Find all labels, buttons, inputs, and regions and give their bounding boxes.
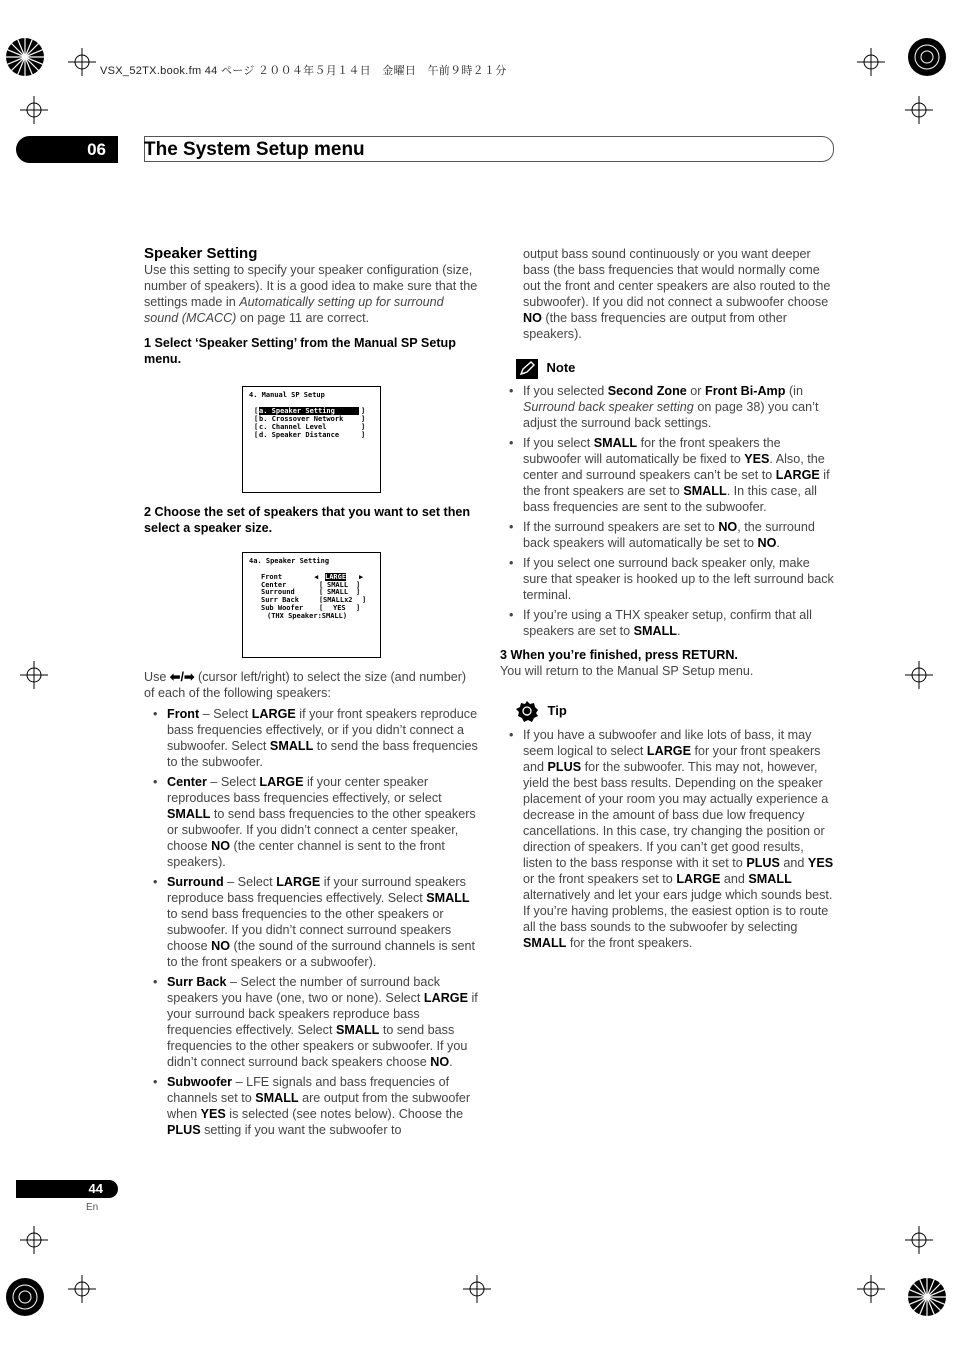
emphasis-text: NO [211,839,230,853]
osd-row-value: SMALL [327,581,349,589]
body-text: if your surround back speakers reproduce bass frequencies effectively. Select [167,991,478,1037]
registration-mark-icon [3,1275,47,1319]
body-text: if your center speaker reproduces bass frequencies effectively, or select [167,775,442,805]
intro-paragraph: Use this setting to specify your speaker configuration (size, number of speakers). It is a good idea to make sure that the settings made in Automatically setting up for surround sound (MCACC) on page 11 are correct. [144,263,478,325]
osd-row-value: YES [333,604,346,612]
emphasis-text: NO [211,939,230,953]
body-text: to send the bass frequencies to the subwoofer. [167,739,478,769]
body-text: – Select [223,875,277,889]
crosshair-icon [857,48,885,76]
note-item [500,435,834,515]
body-text: to send bass frequencies to the other speakers or subwoofer. If you didn’t connect surround back speakers choose [167,1023,468,1069]
registration-mark-icon [3,35,47,79]
step-2: 2 Choose the set of speakers that you want to set then select a speaker size. [144,505,471,535]
tip-list [500,727,834,951]
osd-speaker-setting: 4a. Speaker Setting Front Center Surround Surr Back Sub Woofer ◀ ▶ [ ] [ ] [ ] [ ] LARGE SMALL SMALL SMALLx2 YES (THX Speaker:SMALL) [242,552,381,658]
body-text: on page 38) you can’t adjust the surround back settings. [523,400,819,430]
emphasis-text: PLUS [167,1123,201,1137]
note-item [500,383,834,431]
osd-row-value: SMALLx2 [323,596,353,604]
body-text: for your front speakers and [523,744,821,774]
registration-mark-icon [905,1275,949,1319]
note-item [500,555,834,603]
emphasis-text: YES [200,1107,226,1121]
chapter-title: The System Setup menu [144,136,834,162]
speaker-bullet [144,874,478,970]
emphasis-text: Front Bi-Amp [705,384,786,398]
emphasis-text: SMALL [748,872,792,886]
bullet-term: Surround [167,875,224,889]
speaker-bullet [144,974,478,1070]
emphasis-text: PLUS [547,760,582,774]
body-text: to send bass frequencies to the other speakers or subwoofer. If you didn’t connect a center speaker, choose [167,807,476,853]
osd-footer: (THX Speaker:SMALL) [267,612,348,620]
file-tag: VSX_52TX.book.fm 44 ページ ２００４年５月１４日 金曜日 午前９時２１分 [100,65,507,77]
note-item [500,519,834,551]
bullet-term: Front [167,707,200,721]
emphasis-text: SMALL [167,807,211,821]
body-text: if your front speakers reproduce bass frequencies effectively, or if you didn’t connect a subwoofer. Select [167,707,478,753]
step-3-text: You will return to the Manual SP Setup menu. [500,664,754,678]
use-paragraph: Use ⬅/➡ (cursor left/right) to select the size (and number) of each of the following speakers: [144,670,467,700]
emphasis-text: LARGE [423,991,468,1005]
body-text: If you have a subwoofer and like lots of bass, it may seem logical to select [523,728,812,758]
body-text: alternatively and let your ears judge which sounds best. If you’re having problems, the easiest option is to route all the bass sounds to the subwoofer by selecting [523,888,833,934]
crosshair-icon [20,1226,48,1254]
crosshair-icon [905,1226,933,1254]
emphasis-text: LARGE [276,875,321,889]
body-text: is selected (see notes below). Choose the [225,1107,464,1121]
body-text: . In this case, all bass frequencies are sent to the subwoofer. [523,484,817,514]
emphasis-text: NO [757,536,777,550]
speaker-bullets [144,706,478,1138]
emphasis-text: YES [807,856,834,870]
emphasis-text: SMALL [593,436,638,450]
osd-title: 4. Manual SP Setup [249,391,325,399]
body-text: for the subwoofer. This may not, however, yield the best bass results. Depending on the speaker placement of your room you may actually experience a decrease in the amount of bass due low frequency cancellations. In this case, try changing the position or direction of speakers. If you can’t get good results, listen to the bass response with it set to [523,760,829,870]
body-text: If you select one surround back speaker only, make sure that speaker is hooked up to the left surround back terminal. [523,556,834,602]
emphasis-text: Second Zone [607,384,687,398]
emphasis-text: LARGE [676,872,721,886]
left-column-lower [144,669,478,1142]
emphasis-text: YES [744,452,770,466]
note-list [500,383,834,639]
emphasis-text: NO [718,520,738,534]
emphasis-text: SMALL [426,891,470,905]
body-text: If the surround speakers are set to [523,520,719,534]
emphasis-text: LARGE [259,775,304,789]
emphasis-text: NO [430,1055,450,1069]
body-text: – Select [206,775,260,789]
note-header [500,359,834,379]
body-text: . [776,536,780,550]
emphasis-text: SMALL [255,1091,299,1105]
body-text: if the front speakers are set to [523,468,830,498]
osd-row-value: SMALL [327,588,349,596]
note-pencil-icon [516,359,538,379]
emphasis-text: SMALL [523,936,567,950]
emphasis-text: LARGE [646,744,691,758]
note-title: Note [546,360,576,376]
body-text: and [779,856,808,870]
emphasis-text: Surround back speaker setting [523,400,694,414]
page-number: 44 [16,1180,118,1198]
body-text: setting if you want the subwoofer to [200,1123,402,1137]
body-text: or [686,384,705,398]
crosshair-icon [20,661,48,689]
emphasis-text: SMALL [335,1023,380,1037]
tip-header [500,701,834,723]
osd-item: d. Speaker Distance [259,431,340,439]
crosshair-icon [68,1275,96,1303]
speaker-bullet [144,1074,478,1138]
body-text: for the front speakers the subwoofer will automatically be fixed to [523,436,781,466]
tip-title: Tip [547,703,567,719]
left-column [144,246,478,367]
osd-manual-sp-setup: 4. Manual SP Setup [ ] [ ] [ ] [ ] a. Speaker Setting b. Crossover Network c. Channel Level d. Speaker Distance [242,386,381,493]
osd-row-label: Center [261,581,287,589]
osd-row-label: Surr Back [261,596,299,604]
body-text: – Select the number of surround back speakers you have (one, two or none). Select [167,975,441,1005]
step-1: 1 Select ‘Speaker Setting’ from the Manual SP Setup menu. [144,336,456,366]
crosshair-icon [905,661,933,689]
section-heading: Speaker Setting [144,245,258,262]
body-text: , the surround back speakers will automatically be set to [523,520,815,550]
body-text: (the bass frequencies are output from other speakers). [523,311,787,341]
osd-row-label: Surround [261,588,295,596]
speaker-bullet [144,706,478,770]
body-text: . Also, the center and surround speakers can’t be set to [523,452,825,482]
osd-row-label: Front [261,573,283,581]
tip-item [500,727,834,951]
body-text: or the front speakers set to [523,872,677,886]
body-text: are output from the subwoofer when [167,1091,471,1121]
osd-row-label: Sub Woofer [261,604,304,612]
speaker-bullet [144,774,478,870]
body-text: for the front speakers. [566,936,693,950]
emphasis-text: LARGE [775,468,820,482]
osd-title: 4a. Speaker Setting [249,557,330,565]
body-text: If you’re using a THX speaker setup, confirm that all speakers are set to [523,608,812,638]
bullet-term: Subwoofer [167,1075,233,1089]
body-text: – Select [199,707,252,721]
body-text: (in [785,384,803,398]
osd-row-value: LARGE [325,573,347,581]
chapter-number: 06 [16,136,118,163]
body-text: If you select [523,436,594,450]
body-text: if your surround speakers reproduce bass frequencies effectively. Select [167,875,466,905]
crosshair-icon [905,96,933,124]
crosshair-icon [68,48,96,76]
body-text: (the center channel is sent to the front speakers). [167,839,445,869]
bullet-term: Surr Back [167,975,227,989]
osd-item: c. Channel Level [259,423,327,431]
emphasis-text: LARGE [251,707,296,721]
body-text: . [449,1055,453,1069]
step-3: 3 When you’re finished, press RETURN. [500,648,738,662]
body-text: (the sound of the surround channels is sent to the front speakers or a subwoofer). [167,939,476,969]
bullet-term: Center [167,775,207,789]
osd-item: a. Speaker Setting [259,407,359,415]
body-text: output bass sound continuously or you want deeper bass (the bass frequencies that would normally come out the front and center speakers are also routed to the subwoofer). If you did not connect a subwoofer choose [523,247,831,309]
registration-mark-icon [905,35,949,79]
emphasis-text: SMALL [683,484,727,498]
body-text: and [720,872,749,886]
continued-paragraph [500,246,834,342]
note-item [500,607,834,639]
cursor-arrows: ⬅/➡ [169,670,195,684]
osd-item: b. Crossover Network [259,415,344,423]
tip-lightbulb-icon [516,701,538,723]
emphasis-text: NO [523,311,542,325]
emphasis-text: PLUS [746,856,780,870]
right-column [500,246,834,951]
body-text: . [676,624,681,638]
crosshair-icon [20,96,48,124]
language-code: En [86,1202,99,1213]
body-text: If you selected [523,384,608,398]
crosshair-icon [857,1275,885,1303]
emphasis-text: SMALL [633,624,677,638]
body-text: to send bass frequencies to the other speakers or subwoofer. If you didn’t connect surround speakers choose [167,907,452,953]
body-text: – LFE signals and bass frequencies of channels set to [167,1075,450,1105]
emphasis-text: SMALL [269,739,314,753]
crosshair-icon [463,1275,491,1303]
